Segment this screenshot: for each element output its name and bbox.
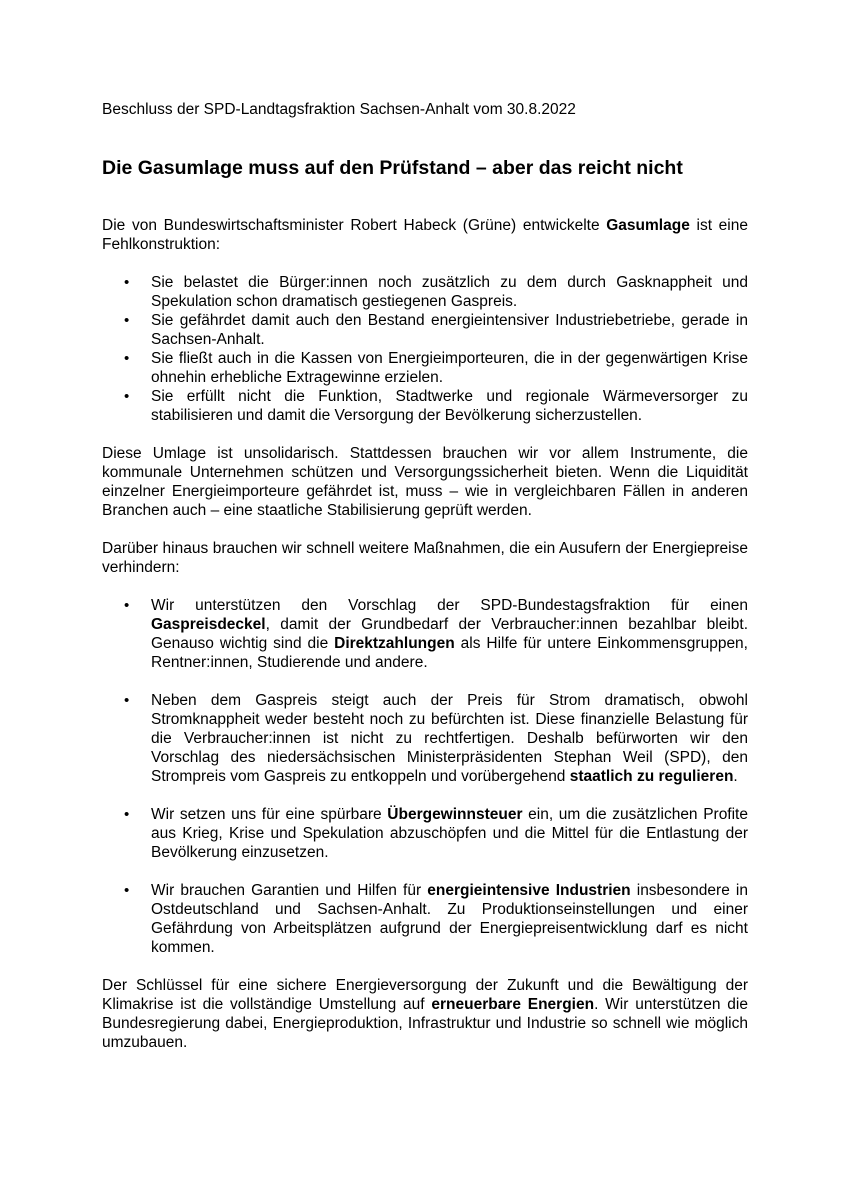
- closing-text: Der Schlüssel für eine sichere Energieversorgung der Zukunft und die Bewältigung der Klimakrise ist die vollständige Umstellung auf: [102, 977, 748, 1013]
- umlage-paragraph: Diese Umlage ist unsolidarisch. Stattdessen brauchen wir vor allem Instrumente, die kommunale Unternehmen schützen und Versorgungssicherheit bieten. Wenn die Liquidität einzelner Energieimporteure gefährdet ist, muss – wie in vergleichbaren Fällen in anderen Branchen auch – eine staatliche Stabilisierung geprüft werden.: [102, 445, 748, 519]
- list-item-text: .: [733, 768, 738, 785]
- intro-text-before: Die von Bundeswirtschaftsminister Robert Habeck (Grüne) entwickelte: [102, 217, 607, 234]
- closing-text: . Wir unterstützen die Bundesregierung dabei, Energieproduktion, Infrastruktur und Industrie so schnell wie möglich umzubauen.: [102, 996, 748, 1051]
- document-title: Die Gasumlage muss auf den Prüfstand – aber das reicht nicht: [102, 157, 683, 179]
- list-item-text: als Hilfe für untere Einkommensgruppen, Rentner:innen, Studierende und andere.: [151, 635, 748, 671]
- bullet-icon: •: [124, 597, 130, 614]
- closing-paragraph: [102, 976, 748, 1052]
- measures-list-item-uebergewinnsteuer: [102, 805, 748, 862]
- criticism-list-item: [102, 311, 748, 349]
- list-item-text: Wir setzen uns für eine spürbare: [151, 806, 388, 823]
- list-item-text: Sie gefährdet damit auch den Bestand energieintensiver Industriebetriebe, gerade in Sachsen-Anhalt.: [151, 312, 748, 348]
- list-item-text: Wir unterstützen den Vorschlag der SPD-Bundestagsfraktion für einen: [151, 597, 748, 614]
- list-item-text: Neben dem Gaspreis steigt auch der Preis für Strom dramatisch, obwohl Stromknappheit weder besteht noch zu befürchten ist. Diese finanzielle Belastung für die Verbraucher:innen ist nicht zu rechtfertigen. Deshalb befürworten wir den Vorschlag des niedersächsischen Ministerpräsidenten Stephan Weil (SPD), den Strompreis vom Gaspreis zu entkoppeln und vorübergehend: [151, 692, 748, 785]
- criticism-list-item: [102, 349, 748, 387]
- measures-list: [102, 596, 748, 957]
- bullet-icon: •: [124, 882, 130, 899]
- intro-bold-gasumlage: Gasumlage: [606, 217, 690, 234]
- bold-uebergewinnsteuer: Übergewinnsteuer: [387, 806, 523, 823]
- intro-text-after: ist eine Fehlkonstruktion:: [102, 217, 748, 253]
- criticism-list-item: [102, 273, 748, 311]
- bold-staatlich-regulieren: staatlich zu regulieren: [569, 768, 734, 785]
- measures-list-item-strompreis: [102, 691, 748, 786]
- bold-direktzahlungen: Direktzahlungen: [334, 635, 455, 652]
- list-item-text: , damit der Grundbedarf der Verbraucher:innen bezahlbar bleibt. Genauso wichtig sind die: [151, 616, 748, 652]
- bullet-icon: •: [124, 806, 130, 823]
- measures-intro-paragraph: Darüber hinaus brauchen wir schnell weitere Maßnahmen, die ein Ausufern der Energiepreise verhindern:: [102, 540, 748, 576]
- criticism-list: [102, 273, 748, 425]
- document-header: Beschluss der SPD-Landtagsfraktion Sachsen-Anhalt vom 30.8.2022: [102, 101, 576, 118]
- list-item-text: insbesondere in Ostdeutschland und Sachsen-Anhalt. Zu Produktionseinstellungen und einer Gefährdung von Arbeitsplätzen aufgrund der Energiepreisentwicklung darf es nicht kommen.: [151, 882, 748, 956]
- list-item-text: Sie erfüllt nicht die Funktion, Stadtwerke und regionale Wärmeversorger zu stabilisieren und damit die Versorgung der Bevölkerung sicherzustellen.: [151, 388, 748, 424]
- bullet-icon: •: [124, 388, 130, 405]
- bold-gaspreisdeckel: Gaspreisdeckel: [151, 616, 266, 633]
- list-item-text: Wir brauchen Garantien und Hilfen für: [151, 882, 428, 899]
- list-item-text: Sie fließt auch in die Kassen von Energieimporteuren, die in der gegenwärtigen Krise ohnehin erhebliche Extragewinne erzielen.: [151, 350, 748, 386]
- bullet-icon: •: [124, 692, 130, 709]
- measures-list-item-gaspreisdeckel: [102, 596, 748, 672]
- bold-erneuerbare-energien: erneuerbare Energien: [431, 996, 595, 1013]
- measures-list-item-industrien: [102, 881, 748, 957]
- bullet-icon: •: [124, 312, 130, 329]
- list-item-text: ein, um die zusätzlichen Profite aus Krieg, Krise und Spekulation abzuschöpfen und die Mittel für die Entlastung der Bevölkerung einzusetzen.: [151, 806, 748, 861]
- bold-energieintensive-industrien: energieintensive Industrien: [427, 882, 631, 899]
- intro-paragraph: [102, 216, 748, 254]
- bullet-icon: •: [124, 274, 130, 291]
- document-page: [102, 100, 748, 1052]
- bullet-icon: •: [124, 350, 130, 367]
- list-item-text: Sie belastet die Bürger:innen noch zusätzlich zu dem durch Gasknappheit und Spekulation schon dramatisch gestiegenen Gaspreis.: [151, 274, 748, 310]
- criticism-list-item: [102, 387, 748, 425]
